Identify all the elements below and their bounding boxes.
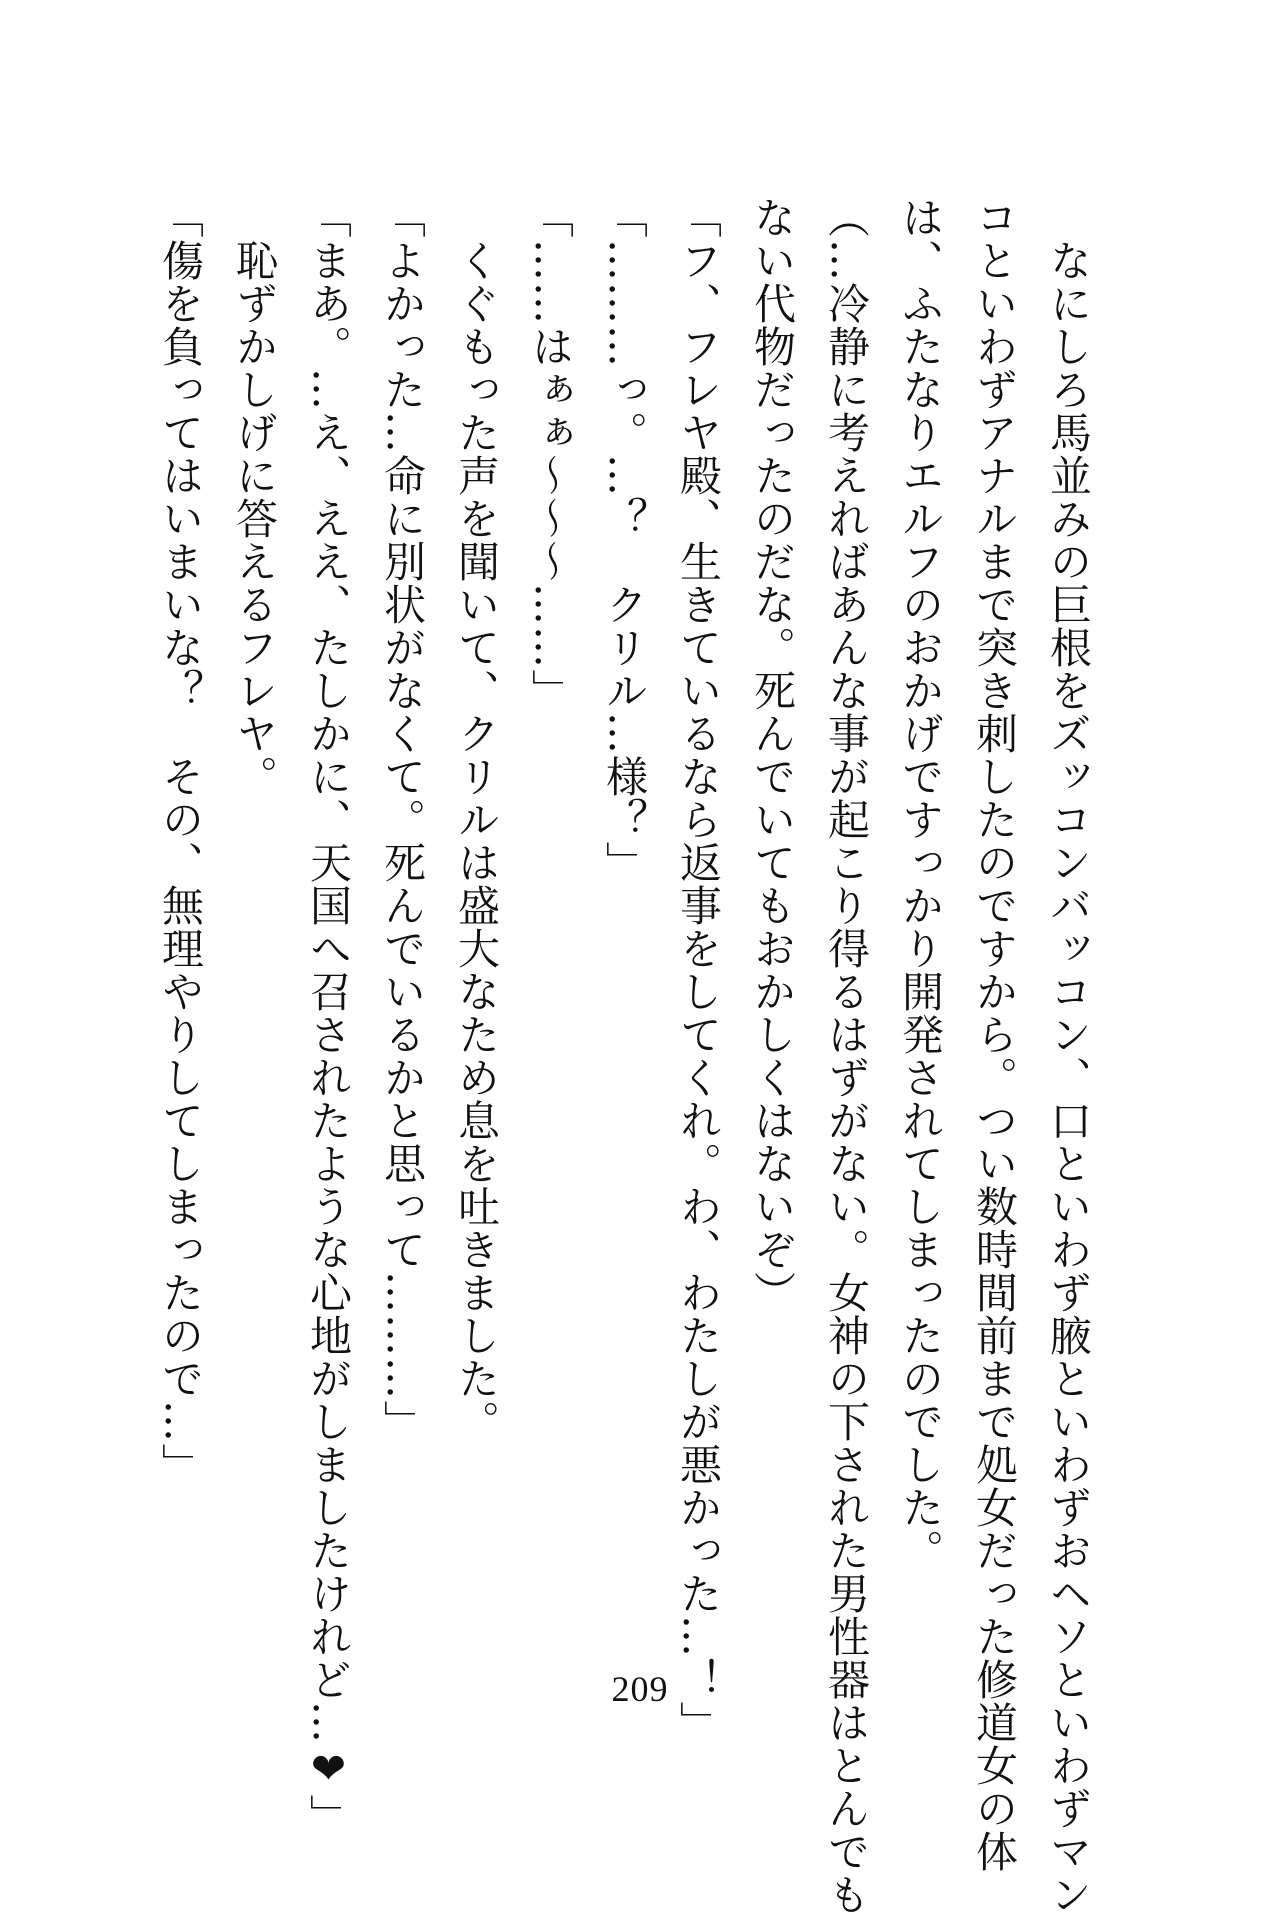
text-line: （…冷静に考えればあんな事が起こり得るはずがない。女神の下された男性器はとんでも [822,196,871,1916]
text-line: ない代物だったのだな。死んでいてもおかしくはないぞ） [748,196,797,1314]
text-line: は、ふたなりエルフのおかげですっかり開発されてしまったのでした。 [896,196,945,1572]
text-line: 恥ずかしげに答えるフレヤ。 [230,196,279,798]
text-line: 「傷を負ってはいまいな？ その、無理やりしてしまったので…」 [156,196,205,1486]
text-line: くぐもった声を聞いて、クリルは盛大なため息を吐きました。 [452,196,501,1443]
text-line: 「フ、フレヤ殿、生きているなら返事をしてくれ。わ、わたしが悪かった…！」 [674,196,723,1744]
text-line: 「……はぁぁ～～～……」 [526,196,575,712]
page-number: 209 [611,1669,669,1709]
text-line: なにしろ馬並みの巨根をズッコンバッコン、口といわず腋といわずおヘソといわずマン [1044,196,1093,1916]
text-line: 「よかった…命に別状がなくて。死んでいるかと思って………」 [378,196,427,1443]
text-line: 「まあ。…え、ええ、たしかに、天国へ召されたような心地がしましたけれど…❤」 [304,196,353,1837]
text-line: コといわずアナルまで突き刺したのですから。つい数時間前まで処女だった修道女の体 [970,196,1019,1873]
text-line: 「………っ。…？ クリル…様？」 [600,196,649,884]
